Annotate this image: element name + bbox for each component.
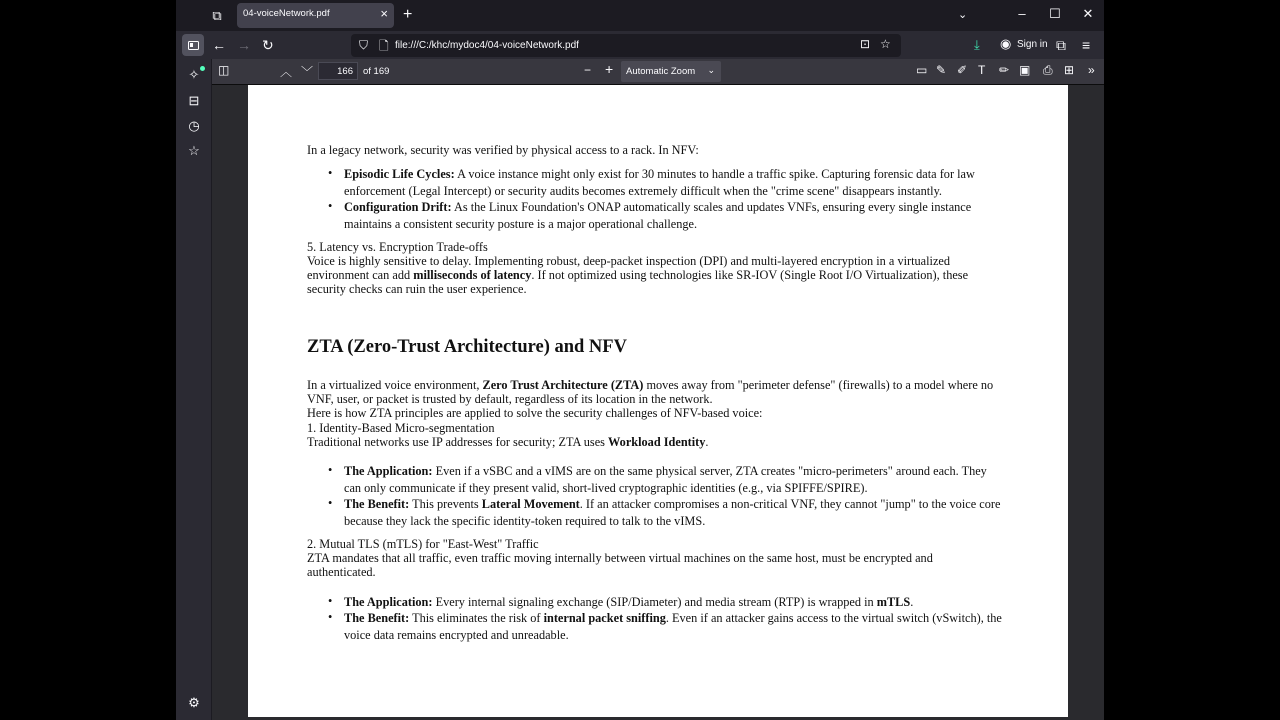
account-icon: ◉ — [1000, 36, 1012, 51]
print-icon[interactable]: ⎙ — [1043, 63, 1053, 77]
page-number-input[interactable]: 166 — [318, 62, 358, 80]
extensions-icon[interactable]: ⧉ — [1056, 37, 1066, 53]
tab-title: 04-voiceNetwork.pdf — [243, 8, 330, 19]
url-text[interactable]: file:///C:/khc/mydoc4/04-voiceNetwork.pdf — [395, 40, 579, 51]
paragraph: Voice is highly sensitive to delay. Implementing robust, deep-packet inspection (DPI) and multi-layered encryption in a virtualized — [307, 254, 951, 268]
close-window-button[interactable]: ✕ — [1082, 6, 1094, 21]
history-icon[interactable]: ◷ — [188, 118, 200, 133]
section-title: 1. Identity-Based Micro-segmentation — [307, 421, 495, 435]
bullet-icon: • — [328, 594, 333, 608]
zoom-in-icon[interactable]: + — [605, 61, 614, 77]
zoom-select[interactable] — [621, 61, 721, 82]
ai-chatbot-icon[interactable]: ✧ — [188, 67, 200, 82]
bullet-icon: • — [328, 496, 333, 510]
intro-paragraph: In a legacy network, security was verified by physical access to a rack. In NFV: — [307, 143, 699, 157]
bookmark-star-icon[interactable]: ☆ — [880, 37, 891, 51]
list-item: The Benefit: This prevents Lateral Movement. If an attacker compromises a non-critical VNF, they cannot "jump" to the voice core because they lack the specific identity-token required to talk to the vIMS. — [344, 497, 1001, 528]
save-to-pocket-icon[interactable]: ⊡ — [860, 37, 871, 51]
next-page-icon[interactable]: ﹀ — [301, 65, 314, 79]
sidebar-icon — [188, 41, 199, 50]
list-item: The Benefit: This eliminates the risk of internal packet sniffing. Even if an attacker gains access to the virtual switch (vSwitch), the voice data remains encrypted and unreadable. — [344, 611, 1002, 642]
chevron-down-icon: ⌄ — [707, 65, 715, 75]
paragraph: authenticated. — [307, 565, 376, 579]
list-item: The Application: Every internal signaling exchange (SIP/Diameter) and media stream (RTP) is wrapped in mTLS. — [344, 595, 914, 609]
previous-page-icon[interactable]: ︿ — [280, 65, 293, 79]
back-icon[interactable]: ← — [212, 37, 226, 53]
minimize-button[interactable]: – — [1018, 6, 1026, 21]
list-item: The Application: Even if a vSBC and a vIMS are on the same physical server, ZTA creates "micro-perimeters" around each. They can only communicate if they present valid, short-lived cryptographic identities (e.g., via SPIFFE/SPIRE). — [344, 464, 987, 495]
bullet-icon: • — [328, 610, 333, 624]
maximize-button[interactable]: ☐ — [1049, 6, 1061, 21]
comment-icon[interactable]: ▭ — [916, 63, 928, 77]
menu-icon[interactable]: ≡ — [1082, 37, 1091, 53]
settings-gear-icon[interactable]: ⚙ — [188, 695, 200, 710]
sign-in-label: Sign in — [1017, 39, 1048, 50]
vertical-sidebar — [176, 59, 212, 720]
toggle-sidebar-icon[interactable]: ◫ — [218, 63, 230, 77]
sidebar-toggle-button[interactable] — [182, 34, 204, 56]
save-icon[interactable]: ⊞ — [1064, 63, 1075, 77]
list-item: Episodic Life Cycles: A voice instance might only exist for 30 minutes to handle a traffic spike. Capturing forensic data for law enforcement (Legal Intercept) or security audits becomes extremely difficult when the "crime scene" disappears instantly. — [344, 167, 975, 198]
zoom-select-value: Automatic Zoom — [626, 66, 696, 77]
bullet-icon: • — [328, 463, 333, 477]
section-heading: ZTA (Zero-Trust Architecture) and NFV — [307, 337, 627, 357]
new-tab-button[interactable]: + — [403, 6, 413, 23]
download-icon[interactable]: ⤓ — [974, 37, 980, 52]
browser-window — [176, 0, 1104, 720]
section-title: 5. Latency vs. Encryption Trade-offs — [307, 240, 488, 254]
page-count: of 169 — [363, 66, 390, 77]
tab-strip — [176, 0, 1104, 31]
highlight-icon[interactable]: ✐ — [957, 63, 968, 77]
shield-icon[interactable]: ⛉ — [359, 38, 369, 52]
bullet-icon: • — [328, 166, 333, 180]
paragraph: ZTA mandates that all traffic, even traffic moving internally between virtual machines on the same host, must be encrypted and — [307, 551, 933, 565]
section-title: 2. Mutual TLS (mTLS) for "East-West" Traffic — [307, 537, 539, 551]
more-tools-icon[interactable]: » — [1088, 63, 1095, 77]
forward-icon: → — [237, 37, 251, 53]
draw-icon[interactable]: ✏ — [999, 63, 1010, 77]
tab-close-icon[interactable]: × — [380, 6, 388, 21]
tab-pdf[interactable] — [237, 3, 394, 28]
notification-dot — [200, 66, 205, 71]
nav-bar — [176, 31, 1104, 59]
bookmarks-icon[interactable]: ☆ — [188, 143, 200, 158]
page-icon: 🗋 — [379, 39, 389, 53]
paragraph: security checks can ruin the user experience. — [307, 282, 527, 296]
paragraph: environment can add milliseconds of latency. If not optimized using technologies like SR-IOV (Single Root I/O Virtualization), these — [307, 268, 969, 282]
paragraph: In a virtualized voice environment, Zero Trust Architecture (ZTA) moves away from "perimeter defense" (firewalls) to a model where no — [307, 378, 994, 392]
list-all-tabs-icon[interactable]: ⌄ — [958, 9, 968, 21]
pdf-viewer[interactable] — [212, 85, 1104, 720]
zoom-out-icon[interactable]: − — [584, 63, 592, 77]
firefox-view-icon[interactable]: ⧉ — [212, 8, 222, 23]
bullet-icon: • — [328, 199, 333, 213]
paragraph: Here is how ZTA principles are applied to solve the security challenges of NFV-based voice: — [307, 406, 763, 420]
image-icon[interactable]: ▣ — [1019, 63, 1031, 77]
pdf-toolbar — [212, 59, 1104, 85]
pdf-page — [248, 85, 1068, 717]
text-icon[interactable]: T — [978, 63, 986, 77]
signature-icon[interactable]: ✎ — [936, 63, 947, 77]
url-bar[interactable] — [351, 34, 901, 57]
paragraph: Traditional networks use IP addresses for security; ZTA uses Workload Identity. — [307, 435, 709, 449]
reload-icon[interactable]: ↻ — [262, 37, 274, 53]
synced-tabs-icon[interactable]: ⊟ — [188, 93, 200, 108]
paragraph: VNF, user, or packet is trusted by default, regardless of its location in the network. — [307, 392, 713, 406]
list-item: Configuration Drift: As the Linux Foundation's ONAP automatically scales and updates VNFs, ensuring every single instance maintains a consistent security posture is a major operational challenge. — [344, 200, 972, 231]
